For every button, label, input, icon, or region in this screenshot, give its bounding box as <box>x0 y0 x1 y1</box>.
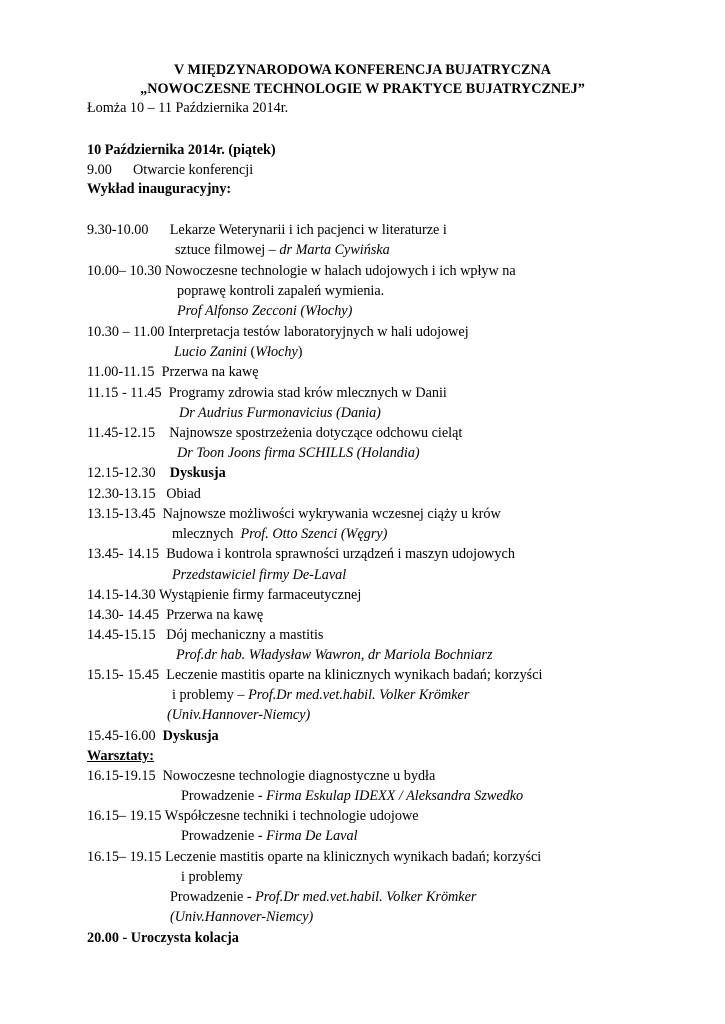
program-item <box>87 727 219 745</box>
item-time: 16.15– 19.15 <box>87 849 162 865</box>
item-speaker-affiliation: (Univ.Hannover-Niemcy) <box>170 909 314 925</box>
item-continuation: sztuce filmowej – dr Marta Cywińska <box>175 242 390 258</box>
day-heading: 10 Października 2014r. (piątek) <box>87 142 276 158</box>
item-speaker: Prof. Otto Szenci (Węgry) <box>240 526 388 542</box>
item-text: Budowa i kontrola sprawności urządzeń i maszyn udojowych <box>166 546 515 562</box>
workshop-item <box>87 807 419 825</box>
program-item <box>87 485 201 503</box>
item-speaker: Prof.Dr med.vet.habil. Volker Krömker <box>255 889 477 905</box>
workshops-heading: Warsztaty: <box>87 748 154 764</box>
program-item <box>87 323 469 341</box>
item-time: 14.15-14.30 <box>87 587 156 603</box>
item-time: 13.15-13.45 <box>87 506 156 522</box>
item-text: Przerwa na kawę <box>166 607 264 623</box>
item-time: 15.15- 15.45 <box>87 667 160 683</box>
item-text: Przerwa na kawę <box>161 364 259 380</box>
program-item <box>87 363 259 381</box>
item-speaker-affiliation: (Univ.Hannover-Niemcy) <box>167 707 311 723</box>
workshop-item <box>87 767 435 785</box>
item-time: 15.45-16.00 <box>87 728 156 744</box>
item-speaker: Firma De Laval <box>266 828 358 844</box>
item-time: 11.00-11.15 <box>87 364 155 380</box>
program-item <box>87 545 515 563</box>
opening-label: Otwarcie konferencji <box>133 162 254 178</box>
item-text: Interpretacja testów laboratoryjnych w hali udojowej <box>168 324 469 340</box>
program-item <box>87 262 516 280</box>
item-speaker: Prof.Dr med.vet.habil. Volker Krömker <box>248 687 470 703</box>
item-time: 16.15– 19.15 <box>87 808 162 824</box>
item-time: 16.15-19.15 <box>87 768 156 784</box>
item-text: Nowoczesne technologie w halach udojowych i ich wpływ na <box>165 263 516 279</box>
item-speaker: Przedstawiciel firmy De-Laval <box>172 567 347 583</box>
opening-time: 9.00 <box>87 162 112 178</box>
program-item <box>87 626 323 644</box>
item-text: Nowoczesne technologie diagnostyczne u bydła <box>162 768 436 784</box>
item-time: 11.15 - 11.45 <box>87 385 162 401</box>
program-item <box>87 424 462 442</box>
conference-subtitle: „NOWOCZESNE TECHNOLOGIE W PRAKTYCE BUJATRYCZNEJ” <box>140 81 585 97</box>
item-speaker: Firma Eskulap IDEXX / Aleksandra Szwedko <box>266 788 524 804</box>
item-continuation: poprawę kontroli zapaleń wymienia. <box>177 283 385 299</box>
program-item <box>87 586 361 604</box>
item-text: Lekarze Weterynarii i ich pacjenci w literaturze i <box>169 222 447 238</box>
closing-dinner: 20.00 - Uroczysta kolacja <box>87 930 239 946</box>
program-item <box>87 666 542 684</box>
item-speaker: Lucio Zanini (Włochy) <box>174 344 303 360</box>
item-time: 11.45-12.15 <box>87 425 156 441</box>
workshop-item <box>87 848 541 866</box>
item-time: 10.00– 10.30 <box>87 263 162 279</box>
item-speaker: Dr Audrius Furmonavicius (Dania) <box>179 405 381 421</box>
item-text: Dyskusja <box>169 465 226 481</box>
item-text: Programy zdrowia stad krów mlecznych w Danii <box>168 385 447 401</box>
item-speaker: Prof Alfonso Zecconi (Włochy) <box>177 303 353 319</box>
inaugural-heading: Wykład inauguracyjny: <box>87 181 232 197</box>
item-continuation: i problemy <box>181 869 243 885</box>
program-item <box>87 221 447 239</box>
program-item <box>87 464 226 482</box>
item-time: 10.30 – 11.00 <box>87 324 165 340</box>
item-time: 9.30-10.00 <box>87 222 149 238</box>
program-item <box>87 505 501 523</box>
item-text: Dyskusja <box>162 728 219 744</box>
workshop-lead: Prowadzenie - Prof.Dr med.vet.habil. Volker Krömker <box>170 889 477 905</box>
item-text: Wystąpienie firmy farmaceutycznej <box>158 587 362 603</box>
item-speaker: dr Marta Cywińska <box>279 242 390 258</box>
item-text: Najnowsze spostrzeżenia dotyczące odchowu cieląt <box>169 425 463 441</box>
workshop-lead: Prowadzenie - Firma Eskulap IDEXX / Aleksandra Szwedko <box>181 788 524 804</box>
item-text: Leczenie mastitis oparte na klinicznych wynikach badań; korzyści <box>165 849 542 865</box>
item-continuation: i problemy – Prof.Dr med.vet.habil. Volker Krömker <box>172 687 470 703</box>
item-text: Najnowsze możliwości wykrywania wczesnej ciąży u krów <box>162 506 501 522</box>
item-time: 12.15-12.30 <box>87 465 156 481</box>
conference-title: V MIĘDZYNARODOWA KONFERENCJA BUJATRYCZNA <box>174 62 551 78</box>
place-date: Łomża 10 – 11 Października 2014r. <box>87 100 289 116</box>
item-speaker: Dr Toon Joons firma SCHILLS (Holandia) <box>177 445 420 461</box>
item-time: 12.30-13.15 <box>87 486 156 502</box>
item-text: Dój mechaniczny a mastitis <box>166 627 324 643</box>
item-time: 14.30- 14.45 <box>87 607 160 623</box>
item-time: 14.45-15.15 <box>87 627 156 643</box>
program-item <box>87 606 263 624</box>
item-continuation: mlecznych Prof. Otto Szenci (Węgry) <box>172 526 388 542</box>
workshop-lead: Prowadzenie - Firma De Laval <box>181 828 358 844</box>
program-item <box>87 384 447 402</box>
item-text: Współczesne techniki i technologie udojowe <box>164 808 419 824</box>
item-speaker: Prof.dr hab. Władysław Wawron, dr Mariola Bochniarz <box>176 647 493 663</box>
item-text: Obiad <box>166 486 201 502</box>
item-text: Leczenie mastitis oparte na klinicznych wynikach badań; korzyści <box>166 667 543 683</box>
item-time: 13.45- 14.15 <box>87 546 160 562</box>
